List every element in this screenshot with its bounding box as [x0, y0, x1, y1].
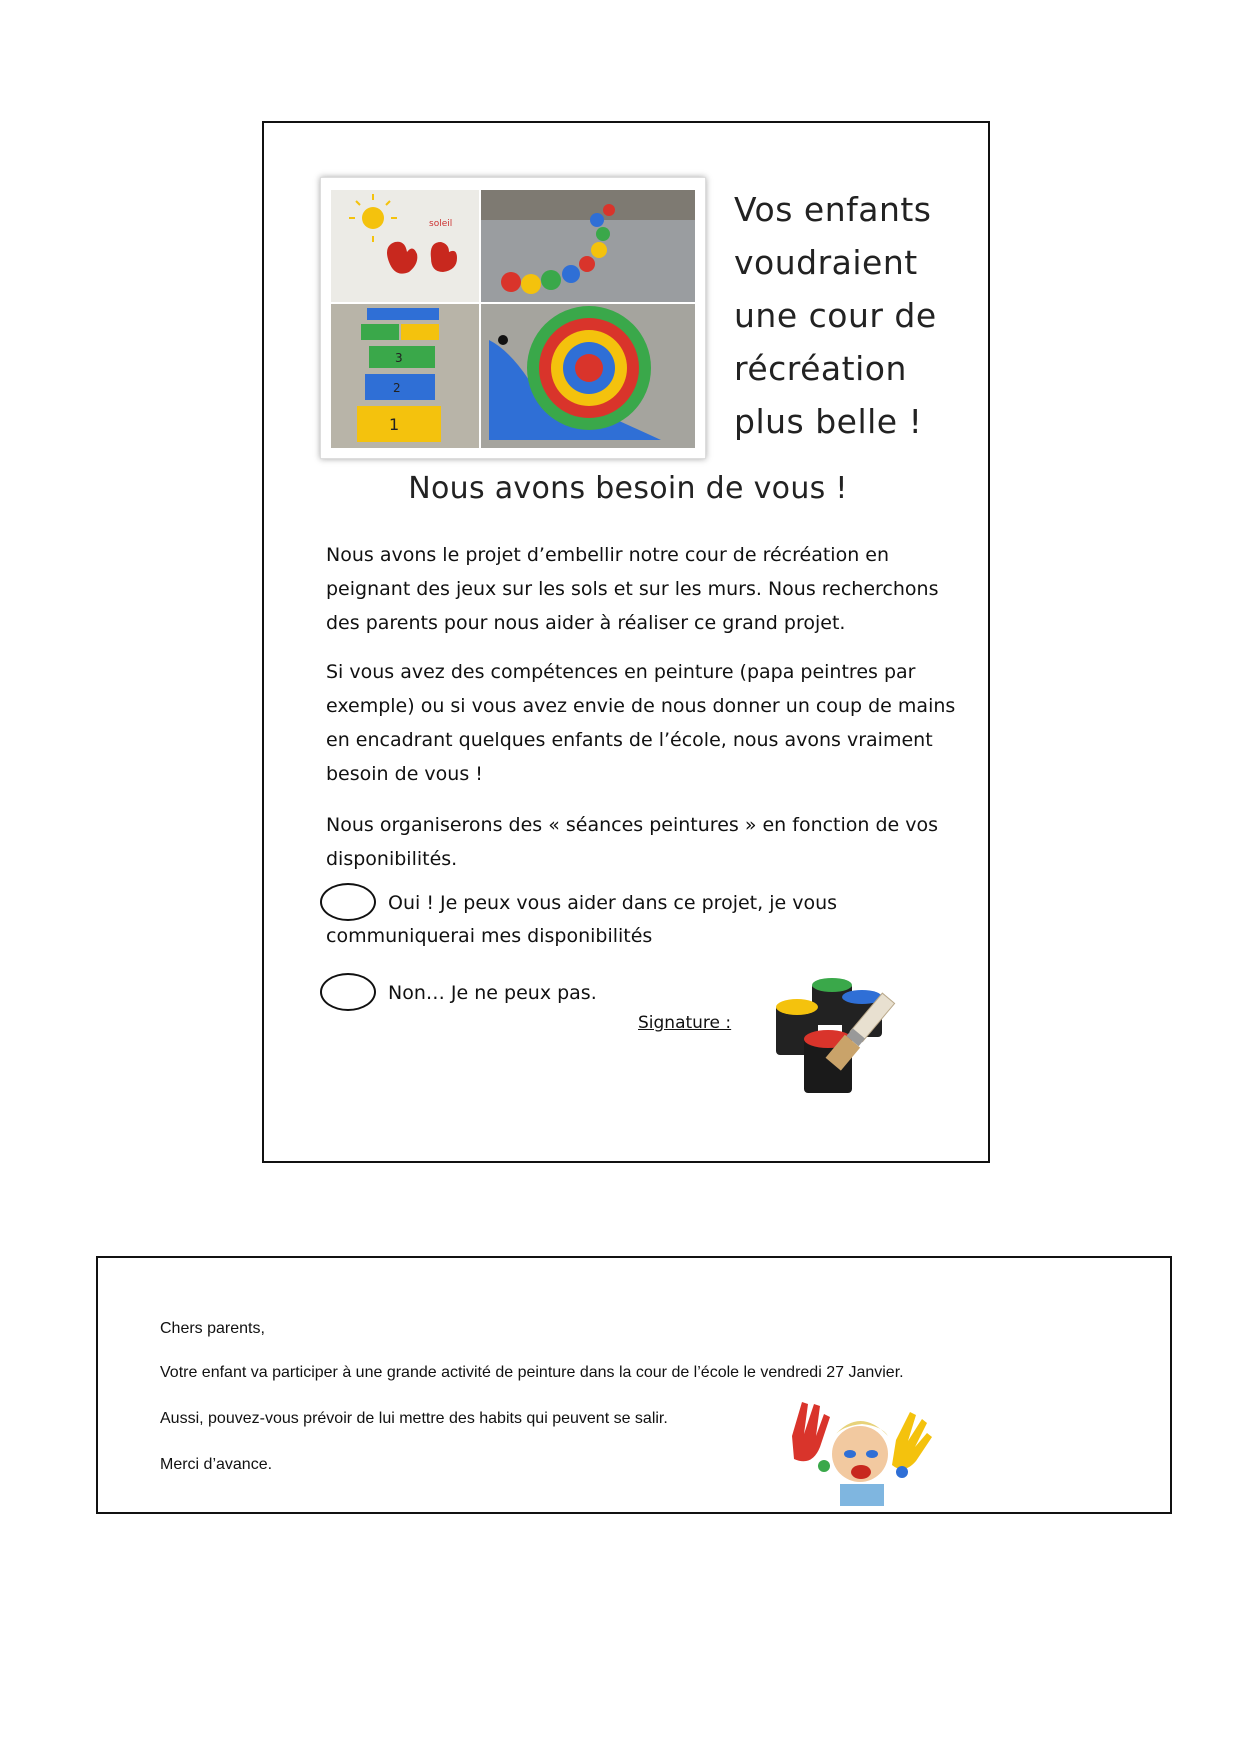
choice-yes[interactable]: [320, 883, 960, 963]
svg-text:1: 1: [389, 415, 400, 434]
svg-text:2: 2: [393, 381, 401, 395]
hopscotch-painting: [357, 308, 441, 442]
headline-line: récréation: [734, 349, 907, 388]
headline-line: Vos enfants: [734, 190, 932, 229]
soleil-label: soleil: [429, 219, 453, 229]
notice-greeting: Chers parents,: [160, 1320, 265, 1337]
flyer-headline: [734, 183, 974, 448]
headline-line: une cour de: [734, 296, 937, 335]
notice-closing: Merci d’avance.: [160, 1456, 273, 1473]
headline-line: plus belle !: [734, 402, 923, 441]
playground-photo-collage: [320, 177, 706, 459]
choice-no-label: Non… Je ne peux pas.: [388, 982, 597, 1004]
flyer-subtitle: Nous avons besoin de vous !: [408, 471, 848, 506]
choice-yes-label: Oui ! Je peux vous aider dans ce projet, je vous communiquerai mes disponibilités: [326, 892, 838, 947]
project-paragraph: Nous avons le projet d’embellir notre cour de récréation en peignant des jeux sur les sols et sur les murs. Nous recherchons des parents pour nous aider à réaliser ce grand projet.: [326, 544, 939, 634]
notice-line-clothes: Aussi, pouvez-vous prévoir de lui mettre des habits qui peuvent se salir.: [160, 1410, 668, 1427]
svg-text:3: 3: [395, 351, 403, 365]
painted-hands-child-icon: [784, 1396, 934, 1506]
volunteer-flyer: [262, 121, 990, 1163]
headline-line: voudraient: [734, 243, 918, 282]
signature-label: Signature :: [638, 1013, 732, 1033]
skills-paragraph: Si vous avez des compétences en peinture (papa peintres par exemple) ou si vous avez envie de nous donner un coup de mains en encadrant quelques enfants de l’école, nous avons vraiment besoin de vous !: [326, 661, 956, 785]
paint-cans-icon: [754, 973, 914, 1103]
parent-notice: [96, 1256, 1172, 1514]
sessions-paragraph: Nous organiserons des « séances peintures » en fonction de vos disponibilités.: [326, 814, 939, 870]
notice-line-activity: Votre enfant va participer à une grande activité de peinture dans la cour de l’école le vendredi 27 Janvier.: [160, 1364, 904, 1381]
